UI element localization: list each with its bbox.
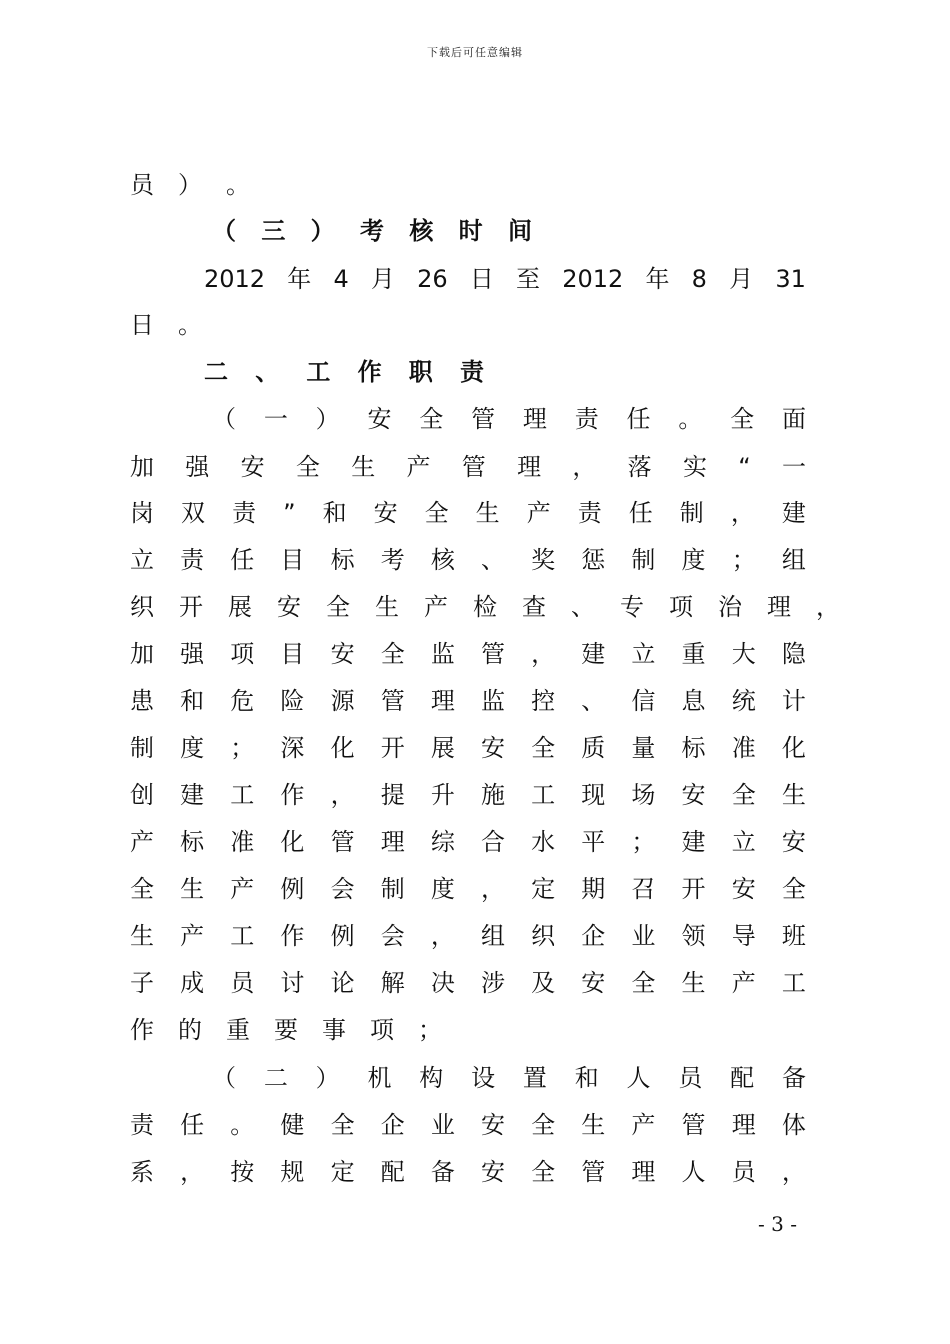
- text-token: 标: [180, 828, 205, 856]
- text-token: 化: [280, 828, 305, 856]
- text-token: 升: [430, 781, 455, 809]
- text-token: 生: [475, 499, 500, 527]
- text-line: [130, 590, 840, 624]
- text-token: 人: [681, 1158, 706, 1186]
- text-token: 制: [679, 499, 704, 527]
- text-token: 安: [480, 1158, 505, 1186]
- text-token: 间: [507, 217, 532, 245]
- text-token: 项: [669, 593, 693, 621]
- text-token: 工: [230, 922, 255, 950]
- text-token: 日: [469, 265, 494, 293]
- text-token: 双: [181, 499, 206, 527]
- text-token: ；: [631, 828, 656, 856]
- text-token: 监: [430, 640, 455, 668]
- text-token: 职: [408, 358, 433, 386]
- text-line: [130, 308, 230, 342]
- text-token: 全: [631, 969, 656, 997]
- text-token: 险: [280, 687, 305, 715]
- text-token: 核: [430, 546, 455, 574]
- text-token: 化: [781, 734, 806, 762]
- text-token: 建: [180, 781, 205, 809]
- text-token: 全: [326, 593, 350, 621]
- text-token: 监: [480, 687, 505, 715]
- text-token: 危: [230, 687, 255, 715]
- text-token: 年: [645, 265, 670, 293]
- text-token: 任: [626, 405, 651, 433]
- text-token: 决: [430, 969, 455, 997]
- text-token: 会: [330, 875, 355, 903]
- text-token: 产: [424, 593, 448, 621]
- text-token: 生: [130, 922, 154, 950]
- text-token: 重: [226, 1016, 250, 1044]
- text-token: 2012: [562, 265, 624, 293]
- text-token: 配: [380, 1158, 405, 1186]
- text-token: 责: [180, 546, 205, 574]
- text-token: 实: [682, 453, 707, 481]
- text-token: 展: [228, 593, 252, 621]
- text-token: 例: [330, 922, 355, 950]
- text-token: 标: [330, 546, 355, 574]
- text-line: [130, 1108, 806, 1142]
- text-token: 事: [322, 1016, 346, 1044]
- text-token: （: [212, 1064, 236, 1092]
- text-token: 提: [380, 781, 405, 809]
- text-token: 至: [516, 265, 541, 293]
- text-token: 三: [261, 217, 286, 245]
- text-token: 健: [280, 1111, 305, 1139]
- text-token: 规: [280, 1158, 305, 1186]
- text-token: 施: [480, 781, 505, 809]
- text-token: 理: [522, 405, 547, 433]
- text-token: 生: [180, 875, 205, 903]
- text-token: 全: [531, 1158, 556, 1186]
- text-token: ；: [230, 734, 255, 762]
- text-token: 按: [230, 1158, 255, 1186]
- text-token: “: [738, 453, 751, 481]
- text-token: 落: [627, 453, 652, 481]
- text-token: 2012: [204, 265, 266, 293]
- text-token: 平: [581, 828, 606, 856]
- text-token: 组: [480, 922, 505, 950]
- text-token: 全: [531, 734, 556, 762]
- text-token: 理: [430, 687, 455, 715]
- text-token: 二: [204, 358, 228, 386]
- text-token: 现: [581, 781, 606, 809]
- text-token: 机: [367, 1064, 392, 1092]
- text-token: 产: [526, 499, 551, 527]
- text-token: 合: [480, 828, 505, 856]
- text-token: ，: [330, 781, 355, 809]
- text-token: 计: [781, 687, 806, 715]
- text-token: 月: [370, 265, 395, 293]
- text-token: 全: [330, 1111, 355, 1139]
- text-token: 的: [178, 1016, 202, 1044]
- text-token: 目: [280, 640, 305, 668]
- text-token: 员: [731, 1158, 756, 1186]
- text-token: 核: [409, 217, 434, 245]
- text-token: 强: [180, 640, 205, 668]
- text-line: [130, 778, 806, 812]
- text-token: 、: [480, 546, 505, 574]
- text-token: 备: [781, 1064, 806, 1092]
- text-token: 安: [480, 1111, 505, 1139]
- text-line: [130, 450, 806, 484]
- text-token: 检: [473, 593, 497, 621]
- text-token: ）: [178, 171, 202, 199]
- text-token: 任: [180, 1111, 205, 1139]
- text-token: 26: [417, 265, 448, 293]
- text-token: 生: [581, 1111, 606, 1139]
- text-token: 4: [333, 265, 349, 293]
- text-token: 和: [574, 1064, 599, 1092]
- text-token: 度: [430, 875, 455, 903]
- text-token: 加: [130, 453, 154, 481]
- text-token: 织: [531, 922, 556, 950]
- text-token: 产: [230, 875, 255, 903]
- text-token: 时: [458, 217, 483, 245]
- text-token: ，: [531, 640, 556, 668]
- text-token: 源: [330, 687, 355, 715]
- text-token: 全: [731, 781, 756, 809]
- text-token: 强: [185, 453, 210, 481]
- text-token: ，: [730, 499, 755, 527]
- text-token: 管: [461, 453, 486, 481]
- text-line: [212, 1061, 806, 1095]
- text-line: [130, 1155, 806, 1189]
- text-token: 置: [522, 1064, 547, 1092]
- text-token: 查: [522, 593, 546, 621]
- text-token: 管: [681, 1111, 706, 1139]
- text-token: 论: [330, 969, 355, 997]
- text-token: 立: [130, 546, 154, 574]
- text-token: 配: [730, 1064, 755, 1092]
- text-token: 项: [230, 640, 255, 668]
- text-token: 隐: [781, 640, 806, 668]
- text-token: 量: [631, 734, 656, 762]
- text-token: 任: [230, 546, 255, 574]
- text-token: 生: [375, 593, 399, 621]
- text-line: [130, 1013, 442, 1047]
- text-line: [212, 214, 532, 248]
- text-token: 系: [130, 1158, 154, 1186]
- text-token: 制: [130, 734, 154, 762]
- text-token: 月: [729, 265, 754, 293]
- text-token: 信: [631, 687, 656, 715]
- text-token: 开: [380, 734, 405, 762]
- text-token: 涉: [480, 969, 505, 997]
- text-token: ）: [315, 1064, 340, 1092]
- text-line: [130, 543, 806, 577]
- text-token: 定: [330, 1158, 355, 1186]
- text-token: 场: [631, 781, 656, 809]
- text-token: 安: [240, 453, 265, 481]
- text-token: 责: [574, 405, 599, 433]
- text-token: 领: [681, 922, 706, 950]
- text-token: 安: [480, 734, 505, 762]
- text-token: ）: [310, 217, 335, 245]
- text-token: 加: [130, 640, 154, 668]
- text-token: 考: [359, 217, 384, 245]
- text-token: 管: [471, 405, 496, 433]
- text-token: ，: [480, 875, 505, 903]
- text-token: 大: [731, 640, 756, 668]
- text-token: 安: [373, 499, 398, 527]
- text-token: 设: [471, 1064, 496, 1092]
- text-token: 奖: [531, 546, 556, 574]
- text-token: 管: [330, 828, 355, 856]
- text-token: 全: [531, 1111, 556, 1139]
- text-token: ”: [283, 499, 296, 527]
- text-token: 理: [767, 593, 791, 621]
- text-token: 理: [517, 453, 542, 481]
- text-token: 责: [130, 1111, 154, 1139]
- text-token: 组: [781, 546, 806, 574]
- text-token: 构: [419, 1064, 444, 1092]
- text-line: [130, 731, 806, 765]
- text-line: [130, 825, 806, 859]
- text-token: 作: [280, 781, 305, 809]
- text-token: 展: [430, 734, 455, 762]
- text-token: 惩: [581, 546, 606, 574]
- text-token: 期: [581, 875, 606, 903]
- text-token: 工: [230, 781, 255, 809]
- text-line: [130, 496, 806, 530]
- text-token: 化: [330, 734, 355, 762]
- text-token: 工: [781, 969, 806, 997]
- text-token: （: [212, 405, 236, 433]
- text-line: [130, 966, 806, 1000]
- text-token: 安: [681, 781, 706, 809]
- text-token: ，: [180, 1158, 205, 1186]
- text-token: 一: [263, 405, 288, 433]
- text-token: 理: [631, 1158, 656, 1186]
- text-token: ；: [731, 546, 756, 574]
- text-token: 安: [581, 969, 606, 997]
- text-token: 生: [681, 969, 706, 997]
- text-token: 作: [357, 358, 382, 386]
- text-token: 全: [781, 875, 806, 903]
- text-token: 成: [180, 969, 205, 997]
- text-token: 水: [531, 828, 556, 856]
- text-token: 和: [322, 499, 347, 527]
- text-token: 员: [230, 969, 255, 997]
- text-token: 讨: [280, 969, 305, 997]
- text-token: 业: [430, 1111, 455, 1139]
- text-token: 全: [130, 875, 154, 903]
- text-token: 产: [180, 922, 205, 950]
- text-token: 准: [230, 828, 255, 856]
- text-token: 。: [678, 405, 703, 433]
- text-token: 重: [681, 640, 706, 668]
- text-token: 全: [730, 405, 755, 433]
- text-token: 制: [631, 546, 656, 574]
- text-line: [130, 637, 806, 671]
- text-token: 质: [581, 734, 606, 762]
- text-token: 定: [531, 875, 556, 903]
- text-token: 。: [226, 171, 250, 199]
- text-token: 准: [731, 734, 756, 762]
- text-line: [130, 872, 806, 906]
- text-token: 人: [626, 1064, 651, 1092]
- text-token: 、: [571, 593, 595, 621]
- text-token: 织: [130, 593, 154, 621]
- text-token: 患: [130, 687, 154, 715]
- text-token: 一: [782, 453, 806, 481]
- text-token: 责: [577, 499, 602, 527]
- text-token: 建: [781, 499, 806, 527]
- text-token: 综: [430, 828, 455, 856]
- text-token: 考: [380, 546, 405, 574]
- text-token: 员: [678, 1064, 703, 1092]
- text-token: 8: [691, 265, 707, 293]
- text-token: ，: [816, 593, 840, 621]
- text-token: ，: [572, 453, 597, 481]
- text-token: 会: [380, 922, 405, 950]
- text-token: 控: [531, 687, 556, 715]
- text-line: [212, 402, 806, 436]
- text-token: 理: [380, 828, 405, 856]
- text-token: 31: [775, 265, 806, 293]
- text-token: 制: [380, 875, 405, 903]
- text-token: ）: [315, 405, 340, 433]
- text-token: 度: [180, 734, 205, 762]
- text-token: 产: [631, 1111, 656, 1139]
- text-token: 目: [280, 546, 305, 574]
- text-token: 全: [419, 405, 444, 433]
- text-token: 体: [781, 1111, 806, 1139]
- text-token: 安: [367, 405, 392, 433]
- text-token: 任: [628, 499, 653, 527]
- text-token: 。: [230, 1111, 255, 1139]
- text-token: 立: [731, 828, 756, 856]
- text-token: 标: [681, 734, 706, 762]
- text-token: 备: [430, 1158, 455, 1186]
- text-token: 例: [280, 875, 305, 903]
- text-token: 导: [731, 922, 756, 950]
- text-token: 召: [631, 875, 656, 903]
- text-token: 开: [179, 593, 203, 621]
- text-token: ，: [430, 922, 455, 950]
- text-token: 治: [718, 593, 742, 621]
- text-token: ；: [418, 1016, 442, 1044]
- text-token: 立: [631, 640, 656, 668]
- text-line: [130, 919, 806, 953]
- text-token: 理: [731, 1111, 756, 1139]
- text-token: ，: [781, 1158, 806, 1186]
- text-token: 面: [781, 405, 806, 433]
- text-token: 创: [130, 781, 154, 809]
- text-token: 责: [459, 358, 484, 386]
- text-token: 日: [130, 311, 154, 339]
- text-token: 息: [681, 687, 706, 715]
- text-token: 作: [280, 922, 305, 950]
- text-token: 年: [287, 265, 312, 293]
- text-line: [204, 262, 806, 296]
- text-token: 产: [130, 828, 154, 856]
- text-line: [204, 355, 484, 389]
- text-token: 解: [380, 969, 405, 997]
- text-token: 产: [731, 969, 756, 997]
- text-token: 安: [330, 640, 355, 668]
- text-token: 项: [370, 1016, 394, 1044]
- text-token: 生: [351, 453, 376, 481]
- text-token: 子: [130, 969, 154, 997]
- text-token: 岗: [130, 499, 154, 527]
- text-token: 要: [274, 1016, 298, 1044]
- text-token: 安: [731, 875, 756, 903]
- text-token: 、: [581, 687, 606, 715]
- text-token: 建: [681, 828, 706, 856]
- text-token: 企: [581, 922, 606, 950]
- text-token: 。: [178, 311, 202, 339]
- text-token: 企: [380, 1111, 405, 1139]
- text-token: 工: [306, 358, 331, 386]
- text-token: 安: [781, 828, 806, 856]
- text-token: （: [212, 217, 236, 245]
- text-token: 责: [232, 499, 257, 527]
- text-token: 管: [581, 1158, 606, 1186]
- text-token: 及: [531, 969, 556, 997]
- text-token: 二: [263, 1064, 288, 1092]
- text-token: 开: [681, 875, 706, 903]
- text-token: 全: [424, 499, 449, 527]
- text-line: [130, 684, 806, 718]
- text-token: 管: [480, 640, 505, 668]
- text-token: 业: [631, 922, 656, 950]
- text-token: 工: [531, 781, 556, 809]
- text-token: 安: [277, 593, 301, 621]
- text-token: 深: [280, 734, 305, 762]
- text-token: 建: [581, 640, 606, 668]
- text-line: [130, 168, 280, 202]
- text-token: 统: [731, 687, 756, 715]
- text-token: 员: [130, 171, 154, 199]
- text-token: 度: [681, 546, 706, 574]
- text-token: 班: [781, 922, 806, 950]
- page-header: 下载后可任意编辑: [427, 46, 523, 59]
- page-number: - 3 -: [758, 1212, 797, 1236]
- text-token: 专: [620, 593, 644, 621]
- text-token: 全: [380, 640, 405, 668]
- text-token: 全: [295, 453, 320, 481]
- text-token: 管: [380, 687, 405, 715]
- text-token: 作: [130, 1016, 154, 1044]
- text-token: 和: [180, 687, 205, 715]
- text-token: 生: [781, 781, 806, 809]
- text-token: 、: [255, 358, 280, 386]
- text-token: 产: [406, 453, 431, 481]
